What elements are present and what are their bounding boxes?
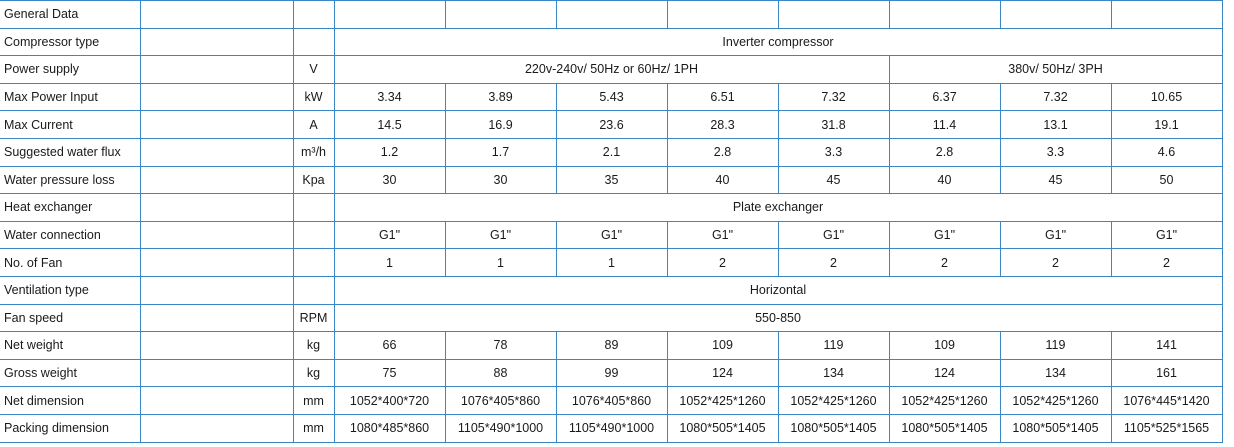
unit-cell: kg bbox=[293, 332, 334, 360]
table-row bbox=[0, 332, 1222, 360]
table-row bbox=[0, 359, 1222, 387]
label-gap-cell bbox=[140, 387, 293, 415]
row-label: Suggested water flux bbox=[0, 138, 140, 166]
label-gap-cell bbox=[140, 194, 293, 222]
value-cell: G1" bbox=[889, 221, 1000, 249]
value-cell: 1052*425*1260 bbox=[667, 387, 778, 415]
row-label: Heat exchanger bbox=[0, 194, 140, 222]
value-cell: 2 bbox=[778, 249, 889, 277]
table-row bbox=[0, 276, 1222, 304]
value-cell: 7.32 bbox=[778, 83, 889, 111]
merged-value-cell: Horizontal bbox=[334, 276, 1222, 304]
value-cell: 124 bbox=[667, 359, 778, 387]
value-cell: 119 bbox=[1000, 332, 1111, 360]
value-cell: 31.8 bbox=[778, 111, 889, 139]
value-cell: 3.89 bbox=[445, 83, 556, 111]
table-row bbox=[0, 387, 1222, 415]
value-cell bbox=[667, 1, 778, 29]
value-cell: 28.3 bbox=[667, 111, 778, 139]
table-row bbox=[0, 111, 1222, 139]
value-cell bbox=[334, 1, 445, 29]
row-label: Ventilation type bbox=[0, 276, 140, 304]
value-cell bbox=[778, 1, 889, 29]
value-cell bbox=[889, 1, 1000, 29]
label-gap-cell bbox=[140, 28, 293, 56]
row-label: Net dimension bbox=[0, 387, 140, 415]
value-cell: 1052*425*1260 bbox=[889, 387, 1000, 415]
value-cell: 1080*505*1405 bbox=[889, 414, 1000, 442]
row-label: Fan speed bbox=[0, 304, 140, 332]
row-label: Max Power Input bbox=[0, 83, 140, 111]
value-cell: 50 bbox=[1111, 166, 1222, 194]
value-cell: G1" bbox=[556, 221, 667, 249]
table-row bbox=[0, 249, 1222, 277]
unit-cell bbox=[293, 249, 334, 277]
value-cell: 2 bbox=[667, 249, 778, 277]
value-cell: 1080*505*1405 bbox=[667, 414, 778, 442]
table-row bbox=[0, 194, 1222, 222]
value-cell: 1076*405*860 bbox=[556, 387, 667, 415]
value-cell: 141 bbox=[1111, 332, 1222, 360]
value-cell: 2.8 bbox=[889, 138, 1000, 166]
value-cell: 19.1 bbox=[1111, 111, 1222, 139]
value-cell: 134 bbox=[778, 359, 889, 387]
label-gap-cell bbox=[140, 166, 293, 194]
value-cell: 1 bbox=[445, 249, 556, 277]
value-cell: 109 bbox=[889, 332, 1000, 360]
merged-value-cell: 220v-240v/ 50Hz or 60Hz/ 1PH bbox=[334, 56, 889, 84]
value-cell: 11.4 bbox=[889, 111, 1000, 139]
unit-cell: kW bbox=[293, 83, 334, 111]
unit-cell bbox=[293, 221, 334, 249]
row-label: Gross weight bbox=[0, 359, 140, 387]
value-cell: 88 bbox=[445, 359, 556, 387]
value-cell bbox=[1000, 1, 1111, 29]
value-cell: 40 bbox=[889, 166, 1000, 194]
value-cell: 1105*490*1000 bbox=[556, 414, 667, 442]
value-cell: 1.2 bbox=[334, 138, 445, 166]
row-label: General Data bbox=[0, 1, 140, 29]
table-row bbox=[0, 83, 1222, 111]
value-cell: 78 bbox=[445, 332, 556, 360]
value-cell: 13.1 bbox=[1000, 111, 1111, 139]
value-cell: G1" bbox=[667, 221, 778, 249]
value-cell: 16.9 bbox=[445, 111, 556, 139]
value-cell: 35 bbox=[556, 166, 667, 194]
row-label: Max Current bbox=[0, 111, 140, 139]
label-gap-cell bbox=[140, 359, 293, 387]
merged-value-cell: Plate exchanger bbox=[334, 194, 1222, 222]
table-row bbox=[0, 221, 1222, 249]
row-label: Power supply bbox=[0, 56, 140, 84]
label-gap-cell bbox=[140, 111, 293, 139]
value-cell: 1105*490*1000 bbox=[445, 414, 556, 442]
merged-value-cell: 550-850 bbox=[334, 304, 1222, 332]
label-gap-cell bbox=[140, 221, 293, 249]
value-cell: 2 bbox=[1000, 249, 1111, 277]
value-cell: 119 bbox=[778, 332, 889, 360]
unit-cell: A bbox=[293, 111, 334, 139]
value-cell: 2 bbox=[1111, 249, 1222, 277]
value-cell: 124 bbox=[889, 359, 1000, 387]
unit-cell bbox=[293, 194, 334, 222]
value-cell: 75 bbox=[334, 359, 445, 387]
unit-cell: V bbox=[293, 56, 334, 84]
value-cell: 99 bbox=[556, 359, 667, 387]
value-cell: 161 bbox=[1111, 359, 1222, 387]
label-gap-cell bbox=[140, 56, 293, 84]
label-gap-cell bbox=[140, 332, 293, 360]
value-cell bbox=[445, 1, 556, 29]
value-cell: 14.5 bbox=[334, 111, 445, 139]
merged-value-cell: Inverter compressor bbox=[334, 28, 1222, 56]
value-cell: G1" bbox=[445, 221, 556, 249]
value-cell: 4.6 bbox=[1111, 138, 1222, 166]
label-gap-cell bbox=[140, 83, 293, 111]
value-cell: 1 bbox=[556, 249, 667, 277]
value-cell: 30 bbox=[334, 166, 445, 194]
value-cell: 3.3 bbox=[778, 138, 889, 166]
value-cell: 30 bbox=[445, 166, 556, 194]
value-cell: G1" bbox=[1000, 221, 1111, 249]
value-cell bbox=[556, 1, 667, 29]
row-label: Net weight bbox=[0, 332, 140, 360]
label-gap-cell bbox=[140, 138, 293, 166]
value-cell: 89 bbox=[556, 332, 667, 360]
unit-cell: kg bbox=[293, 359, 334, 387]
unit-cell: Kpa bbox=[293, 166, 334, 194]
table-row bbox=[0, 304, 1222, 332]
value-cell bbox=[1111, 1, 1222, 29]
label-gap-cell bbox=[140, 414, 293, 442]
row-label: Water pressure loss bbox=[0, 166, 140, 194]
value-cell: 2 bbox=[889, 249, 1000, 277]
label-gap-cell bbox=[140, 304, 293, 332]
value-cell: G1" bbox=[778, 221, 889, 249]
value-cell: 1105*525*1565 bbox=[1111, 414, 1222, 442]
value-cell: 3.34 bbox=[334, 83, 445, 111]
table-row bbox=[0, 414, 1222, 442]
value-cell: 10.65 bbox=[1111, 83, 1222, 111]
value-cell: G1" bbox=[334, 221, 445, 249]
value-cell: 1076*445*1420 bbox=[1111, 387, 1222, 415]
value-cell: 40 bbox=[667, 166, 778, 194]
row-label: Compressor type bbox=[0, 28, 140, 56]
value-cell: 2.1 bbox=[556, 138, 667, 166]
value-cell: 1052*400*720 bbox=[334, 387, 445, 415]
value-cell: 3.3 bbox=[1000, 138, 1111, 166]
table-row bbox=[0, 56, 1222, 84]
value-cell: 109 bbox=[667, 332, 778, 360]
label-gap-cell bbox=[140, 249, 293, 277]
value-cell: 1052*425*1260 bbox=[1000, 387, 1111, 415]
value-cell: 134 bbox=[1000, 359, 1111, 387]
row-label: No. of Fan bbox=[0, 249, 140, 277]
value-cell: 1076*405*860 bbox=[445, 387, 556, 415]
value-cell: 1.7 bbox=[445, 138, 556, 166]
value-cell: 1 bbox=[334, 249, 445, 277]
value-cell: 1080*485*860 bbox=[334, 414, 445, 442]
unit-cell: mm bbox=[293, 414, 334, 442]
unit-cell bbox=[293, 1, 334, 29]
value-cell: 5.43 bbox=[556, 83, 667, 111]
value-cell: 1080*505*1405 bbox=[1000, 414, 1111, 442]
table-row bbox=[0, 166, 1222, 194]
table-row bbox=[0, 28, 1222, 56]
table-row bbox=[0, 138, 1222, 166]
unit-cell bbox=[293, 28, 334, 56]
value-cell: 66 bbox=[334, 332, 445, 360]
value-cell: 1052*425*1260 bbox=[778, 387, 889, 415]
unit-cell: mm bbox=[293, 387, 334, 415]
value-cell: 7.32 bbox=[1000, 83, 1111, 111]
value-cell: 2.8 bbox=[667, 138, 778, 166]
label-gap-cell bbox=[140, 276, 293, 304]
value-cell: 1080*505*1405 bbox=[778, 414, 889, 442]
label-gap-cell bbox=[140, 1, 293, 29]
table-row bbox=[0, 1, 1222, 29]
value-cell: 45 bbox=[778, 166, 889, 194]
value-cell: 23.6 bbox=[556, 111, 667, 139]
row-label: Water connection bbox=[0, 221, 140, 249]
unit-cell: m³/h bbox=[293, 138, 334, 166]
value-cell: 6.37 bbox=[889, 83, 1000, 111]
value-cell: 45 bbox=[1000, 166, 1111, 194]
unit-cell bbox=[293, 276, 334, 304]
merged-value-cell: 380v/ 50Hz/ 3PH bbox=[889, 56, 1222, 84]
row-label: Packing dimension bbox=[0, 414, 140, 442]
value-cell: 6.51 bbox=[667, 83, 778, 111]
table-body bbox=[0, 1, 1222, 443]
unit-cell: RPM bbox=[293, 304, 334, 332]
value-cell: G1" bbox=[1111, 221, 1222, 249]
